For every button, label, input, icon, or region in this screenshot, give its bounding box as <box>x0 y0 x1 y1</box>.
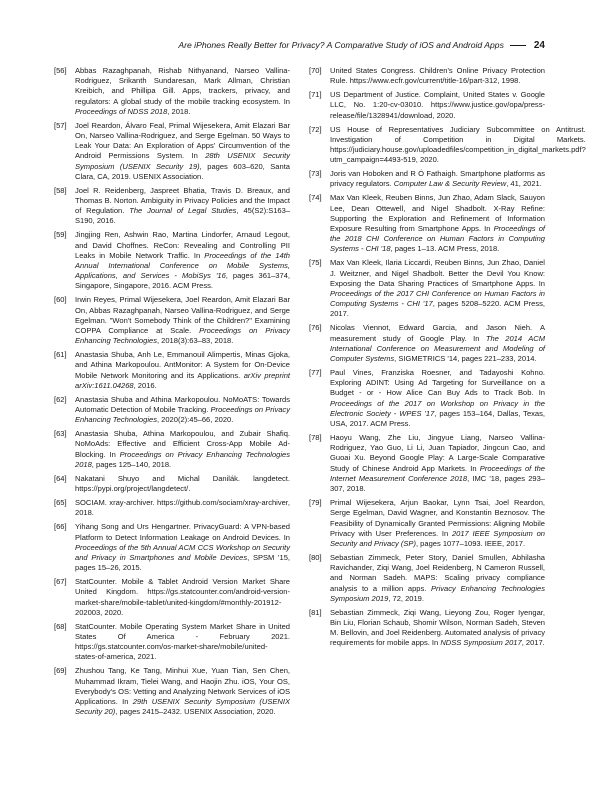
reference-main-text: United States Congress. Children's Online Privacy Protection Rule. https://www.ecfr.gov/current/title-16/part-312, 1998. <box>330 66 545 86</box>
reference-details: , 2016. <box>133 380 157 390</box>
reference-number: [76] <box>309 323 322 333</box>
reference-details: , SPSM '15, pages 15–26, 2015. <box>75 552 290 573</box>
reference-venue: Computer Law & Security Review <box>393 179 507 189</box>
reference-main-text: Joel R. Reidenberg, Jaspreet Bhatia, Travis D. Breaux, and Thomas B. Norton. Ambiguity in Privacy Policies and the Impact of Regulation. <box>75 185 290 216</box>
reference-entry <box>54 622 290 663</box>
reference-text <box>75 498 290 518</box>
reference-entry <box>54 522 290 573</box>
reference-venue: The Journal of Legal Studies <box>129 206 237 216</box>
reference-main-text: Anastasia Shuba, Anh Le, Emmanouil Alimpertis, Minas Gjoka, and Athina Markopoulou. AntMonitor: A System for On-Device Mobile Network Monitoring and its Applications. <box>75 350 290 380</box>
reference-text <box>75 121 290 182</box>
page-number: 24 <box>533 39 545 51</box>
reference-venue: Proceedings of the 5th Annual ACM CCS Workshop on Security and Privacy in Smartphones and Mobile Devices <box>75 542 290 562</box>
reference-number: [80] <box>309 552 322 562</box>
reference-details: , 72, 2019. <box>388 593 424 603</box>
reference-entry <box>309 169 545 189</box>
reference-main-text: Irwin Reyes, Primal Wijesekera, Joel Reardon, Amit Elazari Bar On, Abbas Razaghpanah, Narseo Vallina-Rodriguez, and Serge Egelman. "Won't Somebody Think of the Children?" Examining COPPA Compliance at Scale. <box>75 295 290 336</box>
reference-text <box>330 90 545 121</box>
reference-main-text: StatCounter. Mobile Operating System Market Share in United States Of America - February 2021. https://gs.statcounter.com/os-market-share/mobile/united-states-of-america, 2021. <box>75 621 290 662</box>
reference-venue: Proceedings on Privacy Enhancing Technologies 2018 <box>75 449 290 469</box>
reference-main-text: US Department of Justice. Complaint, United States v. Google LLC, No. 1:20-cv-03010. https://www.justice.gov/opa/press-release/file/1328941/download, 2020. <box>330 90 545 120</box>
reference-main-text: Haoyu Wang, Zhe Liu, Jingyue Liang, Narseo Vallina-Rodriguez, Yao Guo, Li Li, Juan Tapiador, Jingcun Cao, and Guoai Xu. Beyond Google Play: A Large-Scale Comparative Study of Chinese Android App Markets. In <box>330 433 545 473</box>
reference-venue: 2017 IEEE Symposium on Security and Privacy (SP) <box>330 528 545 548</box>
reference-text <box>75 66 290 117</box>
reference-venue: NDSS Symposium 2017 <box>440 638 522 648</box>
reference-number: [68] <box>54 621 67 631</box>
header-rule <box>510 45 526 46</box>
reference-text <box>330 258 545 319</box>
reference-details: , pages 153–164, Dallas, Texas, USA, 2017. ACM Press. <box>330 408 545 429</box>
reference-main-text: Joel Reardon, Álvaro Feal, Primal Wijesekera, Amit Elazari Bar On, Narseo Vallina-Rodriguez, and Serge Egelman. 50 Ways to Leak Your Data: An Exploration of Apps' Circumvention of the Android Permissions System. In <box>75 120 290 161</box>
reference-main-text: Sebastian Zimmeck, Ziqi Wang, Lieyong Zou, Roger Iyengar, Bin Liu, Florian Schaub, Shomir Wilson, Norman Sadeh, Steven M. Bellovin, and Joel Reidenberg. Automated analysis of privacy requirements for mobile apps. In <box>330 607 545 648</box>
reference-details: , 41, 2021. <box>506 179 542 189</box>
reference-main-text: Primal Wijesekera, Arjun Baokar, Lynn Tsai, Joel Reardon, Serge Egelman, David Wagner, and Konstantin Beznosov. The Feasibility of Dynamically Granted Permissions: Aligning Mobile Privacy with User Preferences. In <box>330 498 545 538</box>
reference-entry <box>54 186 290 227</box>
reference-details: , IMC '18, pages 293–307, 2018. <box>330 473 545 494</box>
reference-main-text: Yihang Song and Urs Hengartner. PrivacyGuard: A VPN-based Platform to Detect Information Leakage on Android Devices. In <box>75 522 290 542</box>
reference-number: [72] <box>309 124 322 134</box>
reference-details: , 45(S2):S163–S190, 2016. <box>75 206 291 226</box>
reference-main-text: Jingjing Ren, Ashwin Rao, Martina Lindorfer, Arnaud Legout, and David Choffnes. ReCon: Revealing and Controlling PII Leaks in Mobile Network Traffic. In <box>75 230 290 260</box>
reference-text <box>330 193 545 254</box>
reference-details: , 2017. <box>521 638 545 648</box>
reference-number: [78] <box>309 433 322 443</box>
reference-number: [58] <box>54 185 67 195</box>
reference-venue: arXiv preprint arXiv:1611.04268 <box>75 370 290 390</box>
reference-main-text: US House of Representatives Judiciary Subcommittee on Antitrust. Investigation of Competition in Digital Markets. https://judiciary.house.gov/uploadedfiles/competition_in_digital_markets.pdf?utm_campaign=4493-519, 2020. <box>330 124 586 165</box>
reference-number: [74] <box>309 193 322 203</box>
reference-entry <box>309 553 545 604</box>
reference-entry <box>309 608 545 649</box>
reference-entry <box>54 66 290 117</box>
reference-details: , pages 1077–1093. IEEE, 2017. <box>415 538 526 548</box>
reference-venue: Proceedings of the Internet Measurement Conference 2018 <box>330 463 545 483</box>
reference-number: [65] <box>54 498 67 508</box>
reference-text <box>75 474 290 494</box>
reference-details: , 2018(3):63–83, 2018. <box>156 336 234 346</box>
reference-text <box>75 577 290 618</box>
reference-number: [75] <box>309 258 322 268</box>
reference-venue: Proceedings of the 2017 on Workshop on Privacy in the Electronic Society - WPES '17 <box>330 398 545 418</box>
reference-entry <box>54 295 290 346</box>
reference-details: , SIGMETRICS '14, pages 221–233, 2014. <box>394 354 537 364</box>
reference-details: , pages 361–374, Singapore, Singapore, 2016. ACM Press. <box>75 271 290 291</box>
reference-main-text: Joris van Hoboken and R Ó Fathaigh. Smartphone platforms as privacy regulators. <box>330 169 545 189</box>
reference-venue: 28th USENIX Security Symposium (USENIX Security 19) <box>75 151 290 171</box>
reference-details: , 2020(2):45–66, 2020. <box>156 415 234 425</box>
reference-text <box>75 186 290 227</box>
reference-entry <box>54 121 290 182</box>
reference-details: , pages 5208–5220. ACM Press, 2017. <box>330 299 545 319</box>
reference-text <box>330 553 545 604</box>
reference-main-text: SOCIAM. xray-archiver. https://github.com/sociam/xray-archiver, 2018. <box>75 498 290 518</box>
reference-number: [63] <box>54 429 67 439</box>
reference-main-text: Max Van Kleek, Ilaria Liccardi, Reuben Binns, Jun Zhao, Daniel J. Weitzner, and Nigel Shadbolt. Better the Devil You Know: Exposing the Data Sharing Practices of Smartphone Apps. In <box>330 258 545 288</box>
reference-number: [61] <box>54 350 67 360</box>
reference-main-text: StatCounter. Mobile & Tablet Android Version Market Share United Kingdom. https://gs.statcounter.com/android-version-market-share/mobile-tablet/united-kingdom/#monthly-201912-202003, 2020. <box>75 577 290 617</box>
reference-entry <box>309 124 586 166</box>
reference-text <box>330 433 545 494</box>
reference-text <box>330 498 545 549</box>
reference-text <box>75 230 290 291</box>
reference-number: [81] <box>309 607 322 617</box>
reference-main-text: Zhushou Tang, Ke Tang, Minhui Xue, Yuan Tian, Sen Chen, Muhammad Ikram, Tielei Wang, and Haojin Zhu. iOS, Your OS, Everybody's OS: Vetting and Analyzing Network Services of iOS Applications. In <box>75 666 290 706</box>
reference-entry <box>309 193 545 254</box>
reference-venue: Proceedings on Privacy Enhancing Technologies <box>75 405 290 425</box>
reference-number: [57] <box>54 120 67 130</box>
reference-number: [64] <box>54 473 67 483</box>
reference-number: [56] <box>54 66 67 75</box>
reference-number: [62] <box>54 394 67 404</box>
reference-number: [71] <box>309 90 322 100</box>
reference-text <box>75 622 290 663</box>
reference-main-text: Anastasia Shuba and Athina Markopoulou. NoMoATS: Towards Automatic Detection of Mobile Tracking. <box>75 394 290 415</box>
reference-text <box>75 395 290 426</box>
running-title: Are iPhones Really Better for Privacy? A Comparative Study of iOS and Android Apps <box>178 40 504 50</box>
reference-number: [77] <box>309 368 322 378</box>
reference-number: [79] <box>309 498 322 508</box>
reference-entry <box>54 577 290 618</box>
reference-entry <box>309 66 545 86</box>
reference-number: [69] <box>54 666 67 676</box>
running-header <box>54 37 545 53</box>
reference-entry <box>309 368 545 429</box>
reference-main-text: Abbas Razaghpanah, Rishab Nithyanand, Narseo Vallina-Rodriguez, Srikanth Sundaresan, Mark Allman, Christian Kreibich, and Phillipa Gill. Apps, trackers, privacy, and regulators: A global study of the mobile tracking ecosystem. In <box>75 66 290 106</box>
reference-text <box>75 666 290 717</box>
reference-venue: Proceedings of the 2018 CHI Conference on Human Factors in Computing Systems - CHI '18 <box>330 224 545 254</box>
reference-text <box>330 66 545 86</box>
reference-number: [70] <box>309 66 322 75</box>
reference-number: [67] <box>54 577 67 587</box>
reference-entry <box>309 433 545 494</box>
reference-text <box>75 522 290 573</box>
reference-text <box>330 125 586 166</box>
reference-entry <box>54 395 290 426</box>
reference-details: , pages 603–620, Santa Clara, CA, 2019. USENIX Association. <box>75 161 290 181</box>
reference-main-text: Nakatani Shuyo and Michal Danilák. langdetect. https://pypi.org/project/langdetect/. <box>75 473 290 494</box>
reference-venue: Proceedings of the 14th Annual International Conference on Mobile Systems, Applications, and Services - MobiSys '16 <box>75 250 291 281</box>
reference-number: [59] <box>54 230 67 240</box>
reference-details: , pages 1–13. ACM Press, 2018. <box>390 244 500 254</box>
reference-entry <box>309 498 545 549</box>
reference-number: [73] <box>309 169 322 179</box>
reference-venue: The 2014 ACM International Conference on Measurement and Modeling of Computer Systems <box>330 333 545 364</box>
reference-text <box>330 169 545 189</box>
reference-venue: 29th USENIX Security Symposium (USENIX Security 20) <box>75 696 291 717</box>
reference-text <box>75 350 290 391</box>
reference-text <box>330 368 545 429</box>
reference-venue: Proceedings of NDSS 2018 <box>75 106 168 116</box>
reference-number: [66] <box>54 522 67 532</box>
reference-venue: Proceedings of the 2017 CHI Conference on Human Factors in Computing Systems - CHI '17 <box>330 289 545 309</box>
reference-entry <box>54 474 290 494</box>
reference-venue: Proceedings on Privacy Enhancing Technologies <box>75 326 290 346</box>
reference-main-text: Nicolas Viennot, Edward Garcia, and Jason Nieh. A measurement study of Google Play. In <box>330 323 545 343</box>
reference-text <box>330 323 545 364</box>
reference-main-text: Paul Vines, Franziska Roesner, and Tadayoshi Kohno. Exploring ADINT: Using Ad Targeting for Surveillance on a Budget - or - How Alice Can Buy Ads to Track Bob. In <box>330 368 545 398</box>
reference-entry <box>54 230 290 291</box>
reference-main-text: Anastasia Shuba, Athina Markopoulou, and Zubair Shafiq. NoMoAds: Effective and Efficient Cross-App Mobile Ad-Blocking. In <box>75 429 290 459</box>
reference-entry <box>54 429 290 470</box>
reference-main-text: Sebastian Zimmeck, Peter Story, Daniel Smullen, Abhilasha Ravichander, Ziqi Wang, Joel Reidenberg, N Cameron Russell, and Norman Sadeh. MAPS: Scaling privacy compliance analysis to a million apps. <box>330 552 545 593</box>
reference-details: , pages 125–140, 2018. <box>91 459 172 469</box>
reference-venue: Privacy Enhancing Technologies Symposium 2019 <box>330 583 545 603</box>
references-right-column <box>309 66 586 772</box>
reference-entry <box>54 666 290 717</box>
reference-text <box>75 295 290 346</box>
reference-entry <box>309 90 545 121</box>
reference-number: [60] <box>54 295 67 305</box>
references-left-column <box>54 66 290 772</box>
reference-entry <box>309 323 545 364</box>
reference-text <box>330 608 545 649</box>
reference-entry <box>54 350 290 391</box>
reference-details: , pages 2415–2432. USENIX Association, 2020. <box>115 707 276 717</box>
reference-text <box>75 429 290 470</box>
reference-main-text: Max Van Kleek, Reuben Binns, Jun Zhao, Adam Slack, Sauyon Lee, Dean Ottewell, and Nigel Shadbolt. X-Ray Refine: Supporting the Exploration and Refinement of Information Exposure Resulting from Smartphone Apps. In <box>330 193 545 234</box>
reference-entry <box>309 258 545 319</box>
references-body <box>54 66 586 772</box>
reference-entry <box>54 498 290 518</box>
reference-details: , 2018. <box>167 106 191 116</box>
